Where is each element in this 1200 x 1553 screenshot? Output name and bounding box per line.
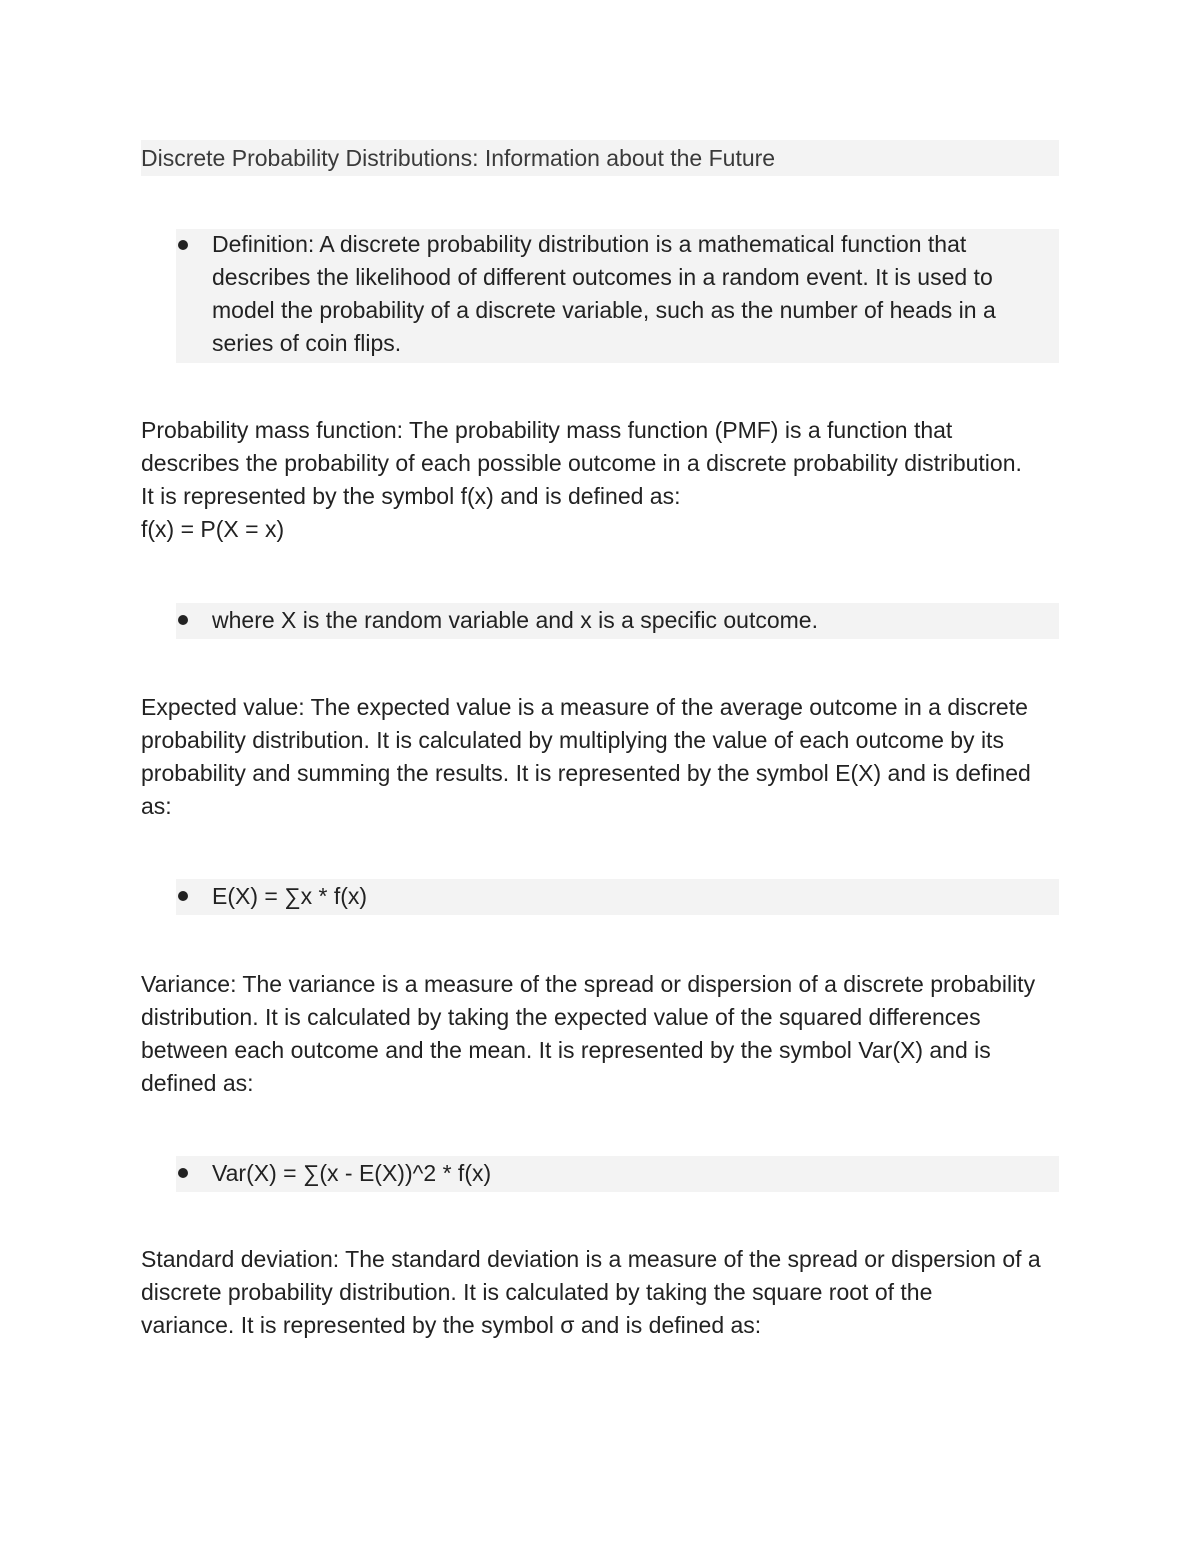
standard-deviation-line: Standard deviation: The standard deviation is a measure of the spread or dispersion of a bbox=[141, 1246, 1041, 1272]
pmf-formula: f(x) = P(X = x) bbox=[141, 516, 285, 542]
standard-deviation-line: discrete probability distribution. It is calculated by taking the square root of the bbox=[141, 1279, 933, 1305]
bullet-icon bbox=[178, 615, 188, 625]
document-title: Discrete Probability Distributions: Information about the Future bbox=[141, 145, 776, 171]
definition-line: series of coin flips. bbox=[212, 330, 402, 356]
expected-value-line: as: bbox=[141, 793, 172, 819]
expected-value-line: probability distribution. It is calculated by multiplying the value of each outcome by its bbox=[141, 727, 1004, 753]
pmf-paragraph bbox=[141, 414, 1071, 546]
pmf-line: It is represented by the symbol f(x) and is defined as: bbox=[141, 483, 681, 509]
variance-bullet-item bbox=[176, 1156, 1059, 1192]
pmf-line: Probability mass function: The probability mass function (PMF) is a function that bbox=[141, 417, 953, 443]
bullet-icon bbox=[178, 240, 188, 250]
definition-text bbox=[212, 228, 1049, 360]
expected-value-line: probability and summing the results. It is represented by the symbol E(X) and is defined bbox=[141, 760, 1031, 786]
definition-bullet-item bbox=[176, 229, 1059, 363]
variance-line: defined as: bbox=[141, 1070, 254, 1096]
definition-line: describes the likelihood of different outcomes in a random event. It is used to bbox=[212, 264, 993, 290]
standard-deviation-line: variance. It is represented by the symbol σ and is defined as: bbox=[141, 1312, 762, 1338]
bullet-icon bbox=[178, 891, 188, 901]
expected-value-bullet-item bbox=[176, 879, 1059, 915]
standard-deviation-paragraph bbox=[141, 1243, 1071, 1342]
variance-paragraph bbox=[141, 968, 1071, 1100]
pmf-line: describes the probability of each possible outcome in a discrete probability distribution. bbox=[141, 450, 1022, 476]
definition-line: model the probability of a discrete variable, such as the number of heads in a bbox=[212, 297, 996, 323]
variance-line: distribution. It is calculated by taking the expected value of the squared differences bbox=[141, 1004, 981, 1030]
variance-line: Variance: The variance is a measure of the spread or dispersion of a discrete probability bbox=[141, 971, 1036, 997]
expected-value-formula: E(X) = ∑x * f(x) bbox=[212, 883, 368, 909]
pmf-bullet-text: where X is the random variable and x is a specific outcome. bbox=[212, 607, 818, 633]
expected-value-line: Expected value: The expected value is a measure of the average outcome in a discrete bbox=[141, 694, 1028, 720]
variance-formula: Var(X) = ∑(x - E(X))^2 * f(x) bbox=[212, 1160, 492, 1186]
title-block bbox=[141, 140, 1059, 176]
expected-value-paragraph bbox=[141, 691, 1071, 823]
bullet-icon bbox=[178, 1168, 188, 1178]
definition-line: Definition: A discrete probability distribution is a mathematical function that bbox=[212, 231, 967, 257]
pmf-bullet-item bbox=[176, 603, 1059, 639]
variance-line: between each outcome and the mean. It is represented by the symbol Var(X) and is bbox=[141, 1037, 991, 1063]
